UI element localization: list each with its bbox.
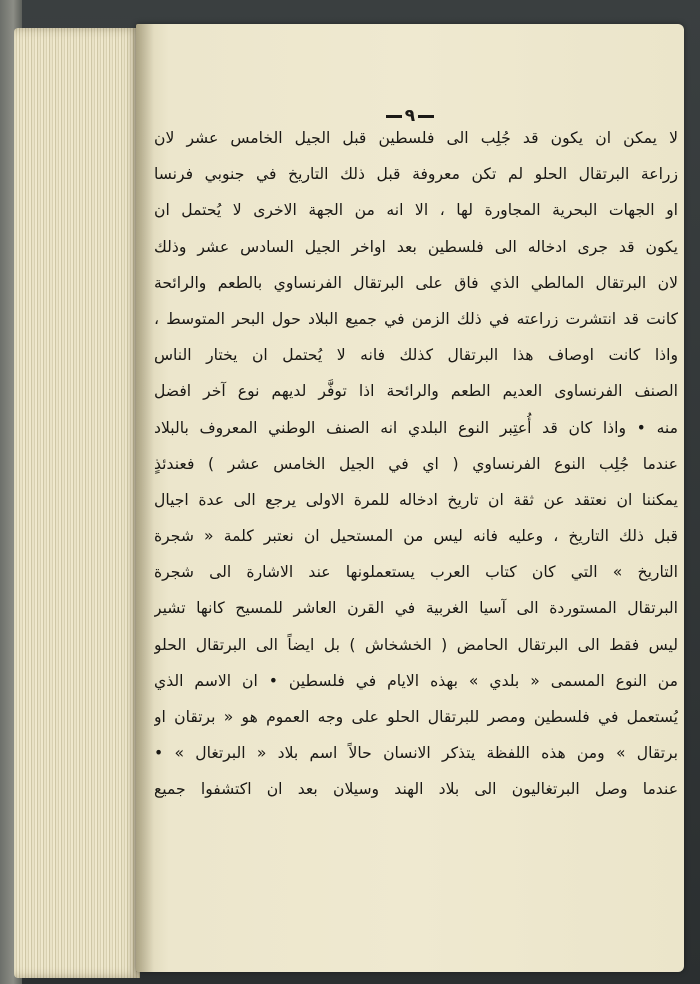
text-line: برتقال » ومن هذه اللفظة يتذكر الانسان حالاً اسم بلاد « البرتغال » • [154,744,678,763]
folio-dash-left [386,115,402,118]
page-stack-edges [14,28,140,978]
text-line: عندما وصل البرتغاليون الى بلاد الهند وسيلان بعد ان اكتشفوا جميع [154,780,678,799]
text-line: الصنف الفرنساوى العديم الطعم والرائحة اذا توفَّر لديهم نوع آخر افضل [154,382,678,401]
folio-dash-right [418,115,434,118]
body-text [154,120,678,808]
text-line: من النوع المسمى « بلدي » بهذه الايام في فلسطين • ان الاسم الذي [154,671,678,690]
text-line: واذا كانت اوصاف هذا البرتقال كذلك فانه لا يُحتمل ان يختار الناس [154,346,678,365]
text-line: كانت قد انتشرت زراعته في ذلك الزمن في جميع البلاد حول البحر المتوسط ، [154,309,678,328]
text-line: ليس فقط الى البرتقال الحامض ( الخشخاش ) بل ايضاً الى البرتقال الحلو [154,635,678,654]
text-line: زراعة البرتقال الحلو لم تكن معروفة قبل ذلك التاريخ في جنوبي فرنسا [154,165,678,184]
text-line: قبل ذلك التاريخ ، وعليه فانه ليس من المستحيل ان نعتبر كلمة « شجرة [154,527,678,546]
text-line: لا يمكن ان يكون قد جُلِب الى فلسطين قبل الجيل الخامس عشر لان [154,129,678,147]
text-line: يمكننا ان نعتقد عن ثقة ان تاريخ ادخاله للمرة الاولى يرجع الى عدة اجيال [154,490,678,509]
page-number-value: ٩ [404,106,416,126]
text-line: منه • واذا كان قد أُعتِبر النوع البلدي انه الصنف الوطني المعروف بالبلاد [154,418,678,437]
text-line: البرتقال المستوردة الى آسيا الغربية في القرن العاشر للمسيح كانها تشير [154,599,678,618]
text-line: يُستعمل في فلسطين ومصر للبرتقال الحلو على وجه العموم هو « برتقان او [154,708,678,726]
text-line: التاريخ » التي كان كتاب العرب يستعملونها عند الاشارة الى شجرة [154,563,678,582]
text-line: يكون قد جرى ادخاله الى فلسطين بعد اواخر الجيل السادس عشر وذلك [154,237,678,256]
text-line: لان البرتقال المالطي الذي فاق على البرتقال الفرنساوي بالطعم والرائحة [154,273,678,292]
text-line: او الجهات البحرية المجاورة لها ، الا انه من الجهة الاخرى لا يُحتمل ان [154,201,678,220]
text-line: عندما جُلِب النوع الفرنساوي ( اي في الجيل الخامس عشر ) فعندئذٍ [154,454,678,473]
